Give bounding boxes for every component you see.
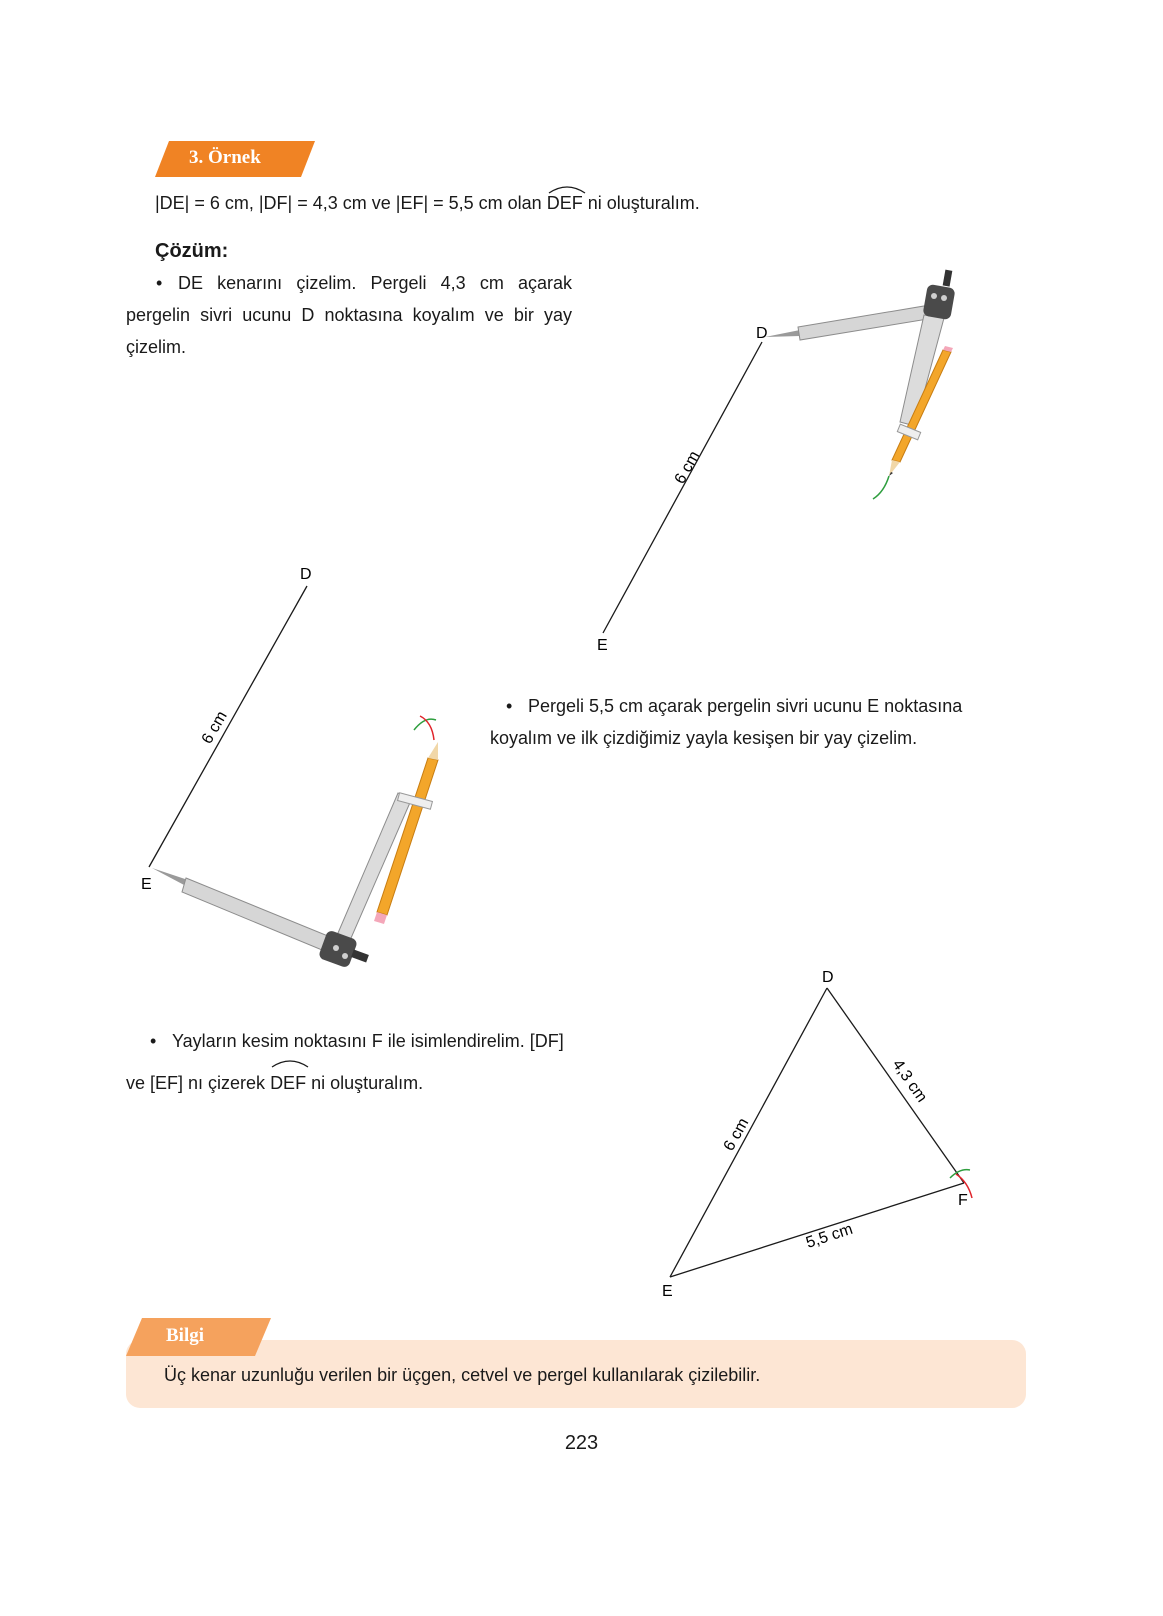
side-df-label: 4,3 cm	[888, 1056, 931, 1106]
figure-3	[640, 960, 1000, 1310]
figure-1	[560, 260, 1000, 660]
point-d-label: D	[300, 566, 312, 583]
problem-text-1: |DE| = 6 cm, |DF| = 4,3 cm ve |EF| = 5,5 cm olan	[155, 193, 542, 213]
step-3-paragraph	[126, 1025, 606, 1099]
triangle-name	[270, 1067, 306, 1099]
step-3-line-1	[126, 1025, 606, 1057]
segment-de	[603, 342, 762, 633]
side-ef-label: 5,5 cm	[803, 1220, 855, 1252]
point-e-label: E	[141, 876, 152, 893]
page-number: 223	[564, 1432, 599, 1454]
point-d-label: D	[822, 969, 834, 986]
point-d-label: D	[756, 325, 768, 342]
step-2-line-1	[490, 690, 1030, 722]
step-2-text-1: Pergeli 5,5 cm açarak pergelin sivri ucunu E noktasına	[528, 696, 963, 716]
arc-accent-icon	[547, 183, 587, 195]
problem-statement	[155, 193, 700, 214]
point-f-label: F	[958, 1192, 968, 1209]
point-e-label: E	[597, 637, 608, 654]
bullet-icon: •	[506, 696, 513, 716]
step-3-text-2a: ve [EF] nı çizerek	[126, 1073, 266, 1093]
example-label: 3. Örnek	[189, 147, 261, 168]
segment-de	[149, 586, 307, 867]
solution-title: Çözüm:	[155, 240, 229, 262]
side-de-label: 6 cm	[198, 708, 231, 747]
step-3-text-1: Yayların kesim noktasını F ile isimlendirelim. [DF]	[172, 1031, 564, 1051]
example-tab	[155, 141, 315, 177]
step-2-paragraph	[490, 690, 1030, 754]
side-de-label: 6 cm	[720, 1115, 753, 1154]
point-e-label: E	[662, 1283, 673, 1300]
info-label: Bilgi	[166, 1325, 205, 1346]
triangle-label: DEF	[270, 1073, 307, 1093]
segment-df	[827, 988, 964, 1183]
triangle-label: DEF	[546, 193, 583, 213]
problem-text-2: ni oluşturalım.	[587, 193, 700, 213]
step-2-line-2: koyalım ve ilk çizdiğimiz yayla kesişen bir yay çizelim.	[490, 728, 918, 748]
arc-green	[414, 719, 436, 730]
step-1-line-1	[126, 267, 572, 299]
bullet-icon: •	[156, 273, 163, 293]
compass-icon	[765, 270, 956, 476]
step-3-text-2b: ni oluşturalım.	[311, 1073, 424, 1093]
compass-icon	[152, 742, 438, 969]
step-1-line-2: pergelin sivri ucunu D noktasına koyalım ve bir yay	[126, 305, 572, 325]
step-3-line-2	[126, 1067, 606, 1099]
figure-2	[120, 560, 470, 980]
side-de-label: 6 cm	[671, 448, 704, 487]
triangle-name	[547, 193, 583, 214]
step-1-line-3: çizelim.	[126, 337, 187, 357]
info-tab	[126, 1318, 271, 1356]
arc-green	[873, 476, 889, 499]
step-1-text-1: DE kenarını çizelim. Pergeli 4,3 cm açarak	[178, 273, 572, 293]
step-1-paragraph	[126, 267, 572, 363]
arc-accent-icon	[270, 1057, 310, 1069]
bullet-icon: •	[150, 1031, 157, 1051]
info-text: Üç kenar uzunluğu verilen bir üçgen, cetvel ve pergel kullanılarak çizilebilir.	[164, 1365, 761, 1385]
